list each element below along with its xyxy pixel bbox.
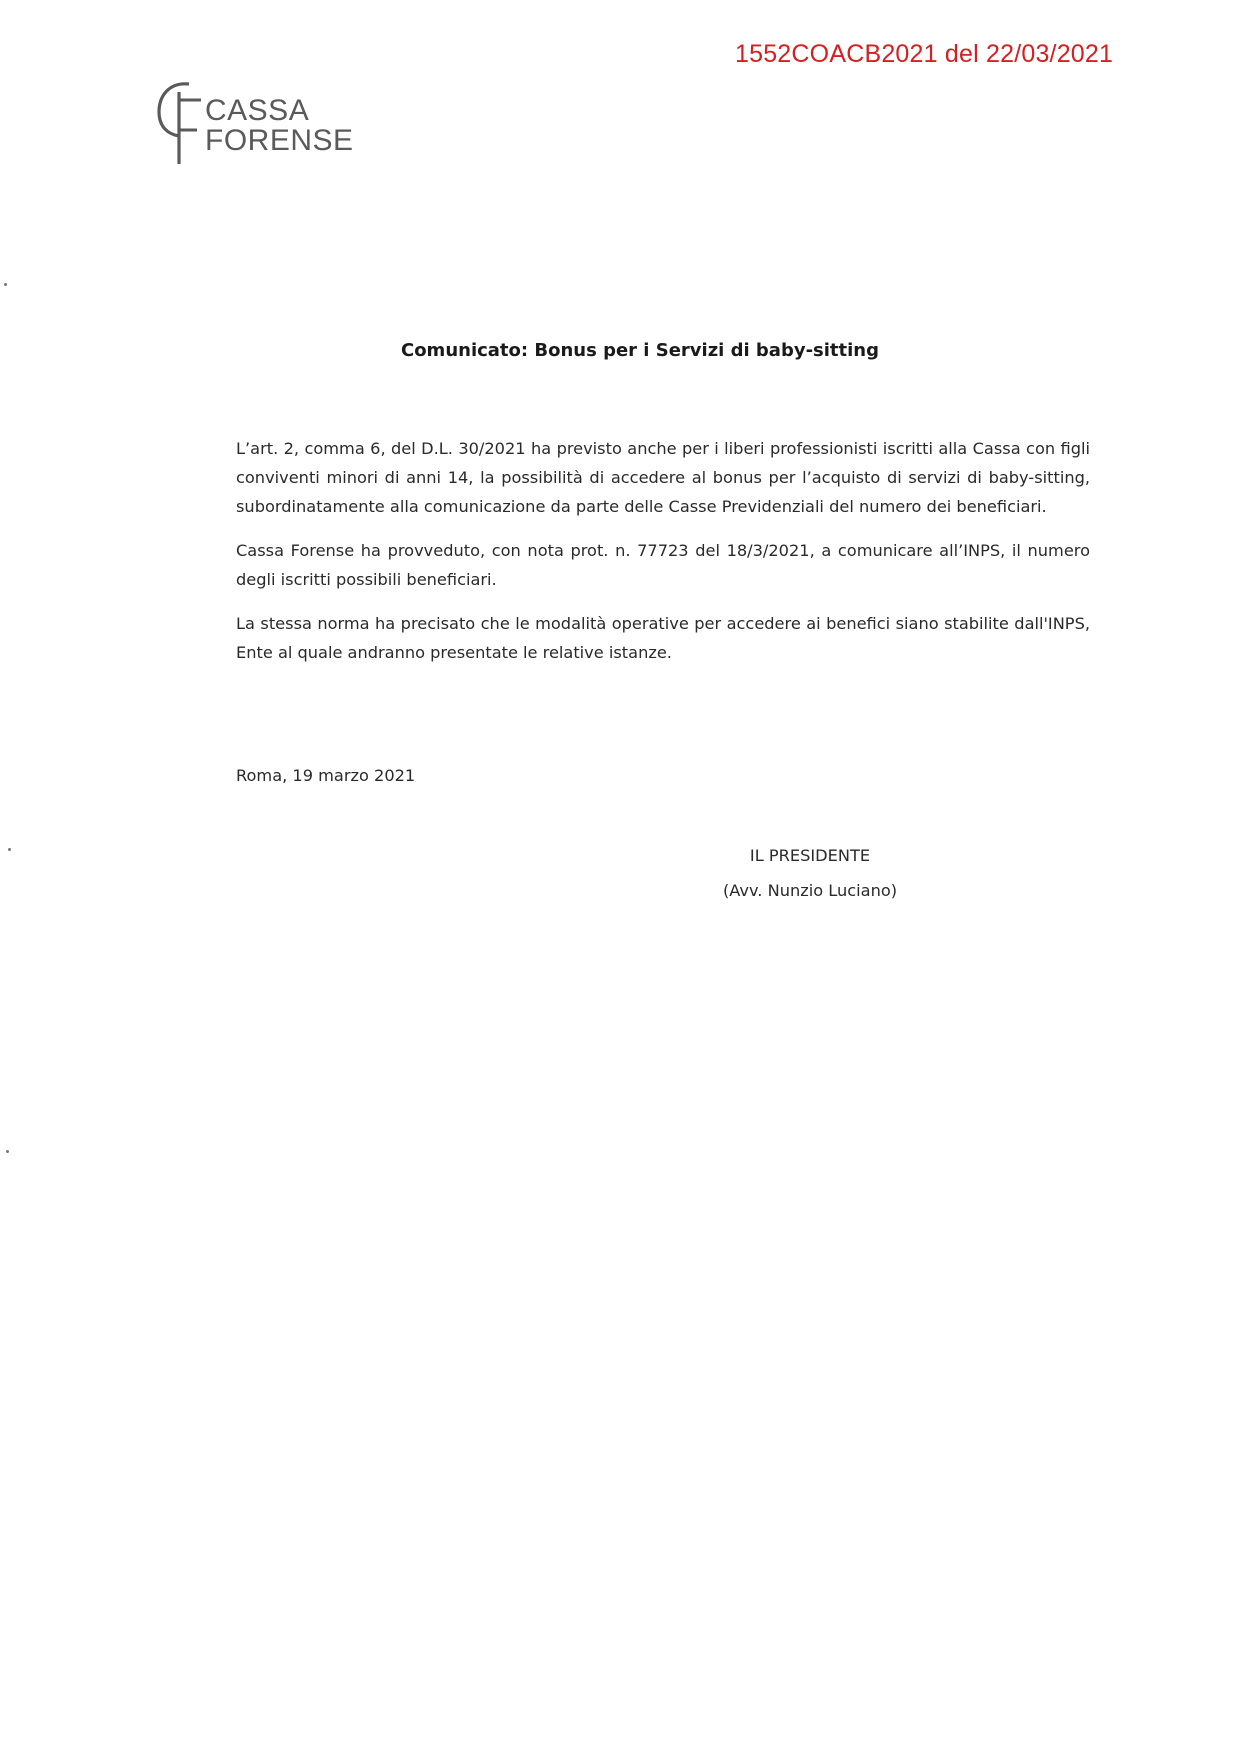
paragraph-1: L’art. 2, comma 6, del D.L. 30/2021 ha previsto anche per i liberi professionisti iscritti alla Cassa con figli conviventi minori di anni 14, la possibilità di accedere al bonus per l’acquisto di servizi di baby-sitting, subordinatamente alla comunicazione da parte delle Casse Previdenziali del numero dei beneficiari. <box>236 439 1090 516</box>
document-title: Comunicato: Bonus per i Servizi di baby-sitting <box>400 340 880 361</box>
signature-block <box>690 846 930 916</box>
paragraph-3: La stessa norma ha precisato che le modalità operative per accedere ai benefici siano stabilite dall'INPS, Ente al quale andranno presentate le relative istanze. <box>236 614 1090 662</box>
scan-speck <box>6 1150 9 1153</box>
signature-role: IL PRESIDENTE <box>749 846 871 865</box>
scan-speck <box>8 848 11 851</box>
document-body <box>236 434 1090 682</box>
signature-name: (Avv. Nunzio Luciano) <box>722 881 898 900</box>
logo-line-cassa: CASSA <box>205 94 310 127</box>
cassa-forense-logo <box>155 78 395 178</box>
logo-line-forense: FORENSE <box>205 124 354 157</box>
cf-monogram-icon <box>155 78 207 168</box>
place-date: Roma, 19 marzo 2021 <box>236 766 416 785</box>
scan-speck <box>4 283 7 286</box>
paragraph-2: Cassa Forense ha provveduto, con nota prot. n. 77723 del 18/3/2021, a comunicare all’INPS, il numero degli iscritti possibili beneficiari. <box>236 541 1090 589</box>
protocol-number: 1552COACB2021 del 22/03/2021 <box>735 40 1114 68</box>
